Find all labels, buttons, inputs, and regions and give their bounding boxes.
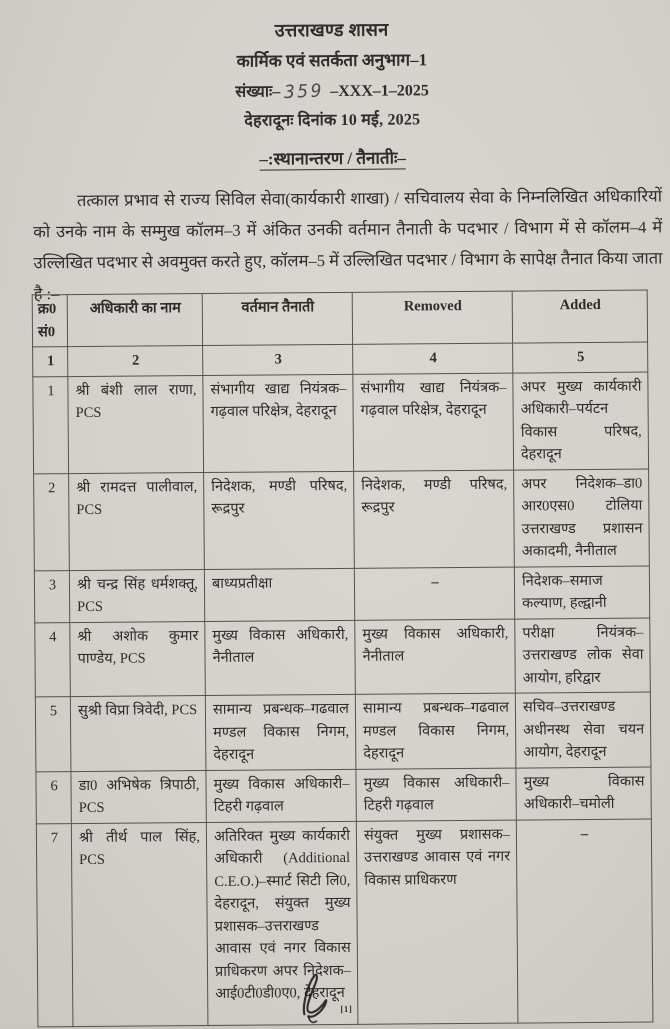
cell-removed: संभागीय खाद्य नियंत्रक–गढ़वाल परिक्षेत्र, देहरादून: [353, 373, 514, 471]
transfer-table: [32, 290, 654, 1027]
cell-officer-name: श्री बंशी लाल राणा, PCS: [68, 375, 204, 473]
cell-removed: संयुक्त मुख्य प्रशासक–उत्तराखण्ड आवास एवं नगर विकास प्राधिकरण: [356, 820, 518, 1024]
cell-officer-name: श्री रामदत्त पालीवाल, PCS: [69, 472, 205, 570]
cell-sno: 6: [36, 771, 71, 823]
cell-current-posting: मुख्य विकास अधिकारी–टिहरी गढ़वाल: [206, 769, 356, 822]
order-paragraph: तत्काल प्रभाव से राज्य सिविल सेवा(कार्यकारी शाखा) / सचिवालय सेवा के निम्नलिखित अधिकारियों को उनके नाम के सम्मुख कॉलम–3 में अंकित उनकी वर्तमान तैनाती के पदभार / विभाग में से कॉलम–4 में उल्लिखित पदभार से अवमुक्त करते हुए, कॉलम–5 में उल्लिखित पदभार / विभाग के सापेक्ष तैनात किया जाता है :–: [33, 186, 663, 304]
table-row: [35, 692, 651, 771]
cell-officer-name: श्री चन्द्र सिंह धर्मशक्तू, PCS: [69, 569, 204, 622]
col-header-added: Added: [512, 290, 647, 343]
cell-removed: मुख्य विकास अधिकारी–टिहरी गढ़वाल: [356, 768, 516, 821]
col-number: 5: [513, 342, 648, 373]
cell-sno: 7: [36, 823, 73, 1026]
col-number: 3: [203, 344, 353, 375]
cell-officer-name: श्री अशोक कुमार पाण्डेय, PCS: [70, 621, 206, 697]
table-row: [35, 618, 651, 697]
col-header-removed: Removed: [352, 291, 512, 344]
letter-number-prefix: संख्याः–: [235, 83, 281, 101]
cell-current-posting: संभागीय खाद्य नियंत्रक–गढ़वाल परिक्षेत्र, देहरादून: [203, 374, 354, 472]
cell-officer-name: सुश्री विप्रा त्रिवेदी, PCS: [70, 696, 206, 772]
section-title: कार्मिक एवं सतर्कता अनुभाग–1: [236, 50, 428, 71]
place-date-line: देहरादूनः दिनांक 10 मई, 2025: [244, 111, 421, 130]
subject-line: [0, 143, 668, 171]
cell-added: मुख्य विकास अधिकारी–चमोली: [516, 767, 651, 820]
col-number: 1: [33, 347, 68, 377]
cell-added: अपर मुख्य कार्यकारी अधिकारी–पर्यटन विकास परिषद, देहरादून: [513, 372, 649, 470]
col-header-name: अधिकारी का नाम: [67, 294, 202, 347]
signature-mark: [282, 968, 342, 1026]
cell-added: सचिव–उत्तराखण्ड अधीनस्थ सेवा चयन आयोग, देहरादून: [515, 692, 651, 768]
column-number-row: [33, 342, 648, 376]
subject-text: –:स्थानान्तरण / तैनातीः–: [259, 148, 406, 169]
cell-sno: 5: [35, 697, 71, 772]
cell-current-posting: निदेशक, मण्डी परिषद, रूद्रपुर: [204, 471, 355, 569]
page-number: [1]: [340, 1003, 353, 1014]
cell-removed: निदेशक, मण्डी परिषद, रूद्रपुर: [354, 470, 515, 568]
col-number: 2: [68, 346, 203, 377]
cell-current-posting: बाध्यप्रतीक्षा: [204, 568, 354, 621]
col-number: 4: [353, 343, 513, 374]
letter-number-line: [0, 76, 667, 103]
cell-removed: सामान्य प्रबन्धक–गढवाल मण्डल विकास निगम, देहरादून: [355, 693, 516, 769]
letter-number-suffix: –XXX–1–2025: [330, 82, 429, 101]
cell-current-posting: मुख्य विकास अधिकारी, नैनीताल: [205, 620, 356, 696]
table-row: [34, 469, 650, 571]
cell-sno: 4: [35, 622, 71, 697]
cell-removed: मुख्य विकास अधिकारी, नैनीताल: [355, 619, 516, 695]
cell-added: अपर निदेशक–डा0 आर0एस0 टोलिया उत्तराखण्ड प्रशासन अकादमी, नैनीताल: [514, 469, 650, 567]
cell-sno: 1: [33, 376, 69, 473]
cell-added: निदेशक–समाज कल्याण, हल्द्वानी: [514, 566, 649, 619]
cell-sno: 3: [34, 570, 69, 622]
col-header-current: वर्तमान तैनाती: [202, 292, 352, 345]
col-header-sno: क्र0 सं0: [32, 295, 67, 347]
cell-current-posting: अतिरिक्त मुख्य कार्यकारी अधिकारी (Additional C.E.O.)–स्मार्ट सिटी लि0, देहरादून, संयुक्त मुख्य प्रशासक–उत्तराखण्ड आवास एवं नगर विकास प्राधिकरण अपर निदेशक–आई0टी0डी0ए0, देहरादून: [206, 821, 358, 1025]
cell-added: –: [516, 819, 653, 1023]
cell-officer-name: डा0 अभिषेक त्रिपाठी, PCS: [71, 770, 206, 823]
table-row: [36, 819, 653, 1027]
cell-current-posting: सामान्य प्रबन्धक–गढवाल मण्डल विकास निगम, देहरादून: [205, 694, 356, 770]
table-header-row: [32, 290, 647, 347]
letter-number-handwritten: 359: [283, 80, 325, 104]
table-row: [36, 767, 651, 824]
table-row: [34, 566, 649, 623]
table-row: [33, 372, 649, 474]
cell-officer-name: श्री तीर्थ पाल सिंह, PCS: [71, 822, 208, 1026]
org-title: उत्तराखण्ड शासन: [274, 19, 389, 41]
cell-added: परीक्षा नियंत्रक–उत्तराखण्ड लोक सेवा आयोग, हरिद्वार: [515, 618, 651, 694]
cell-removed: –: [354, 567, 514, 620]
cell-sno: 2: [34, 473, 70, 570]
